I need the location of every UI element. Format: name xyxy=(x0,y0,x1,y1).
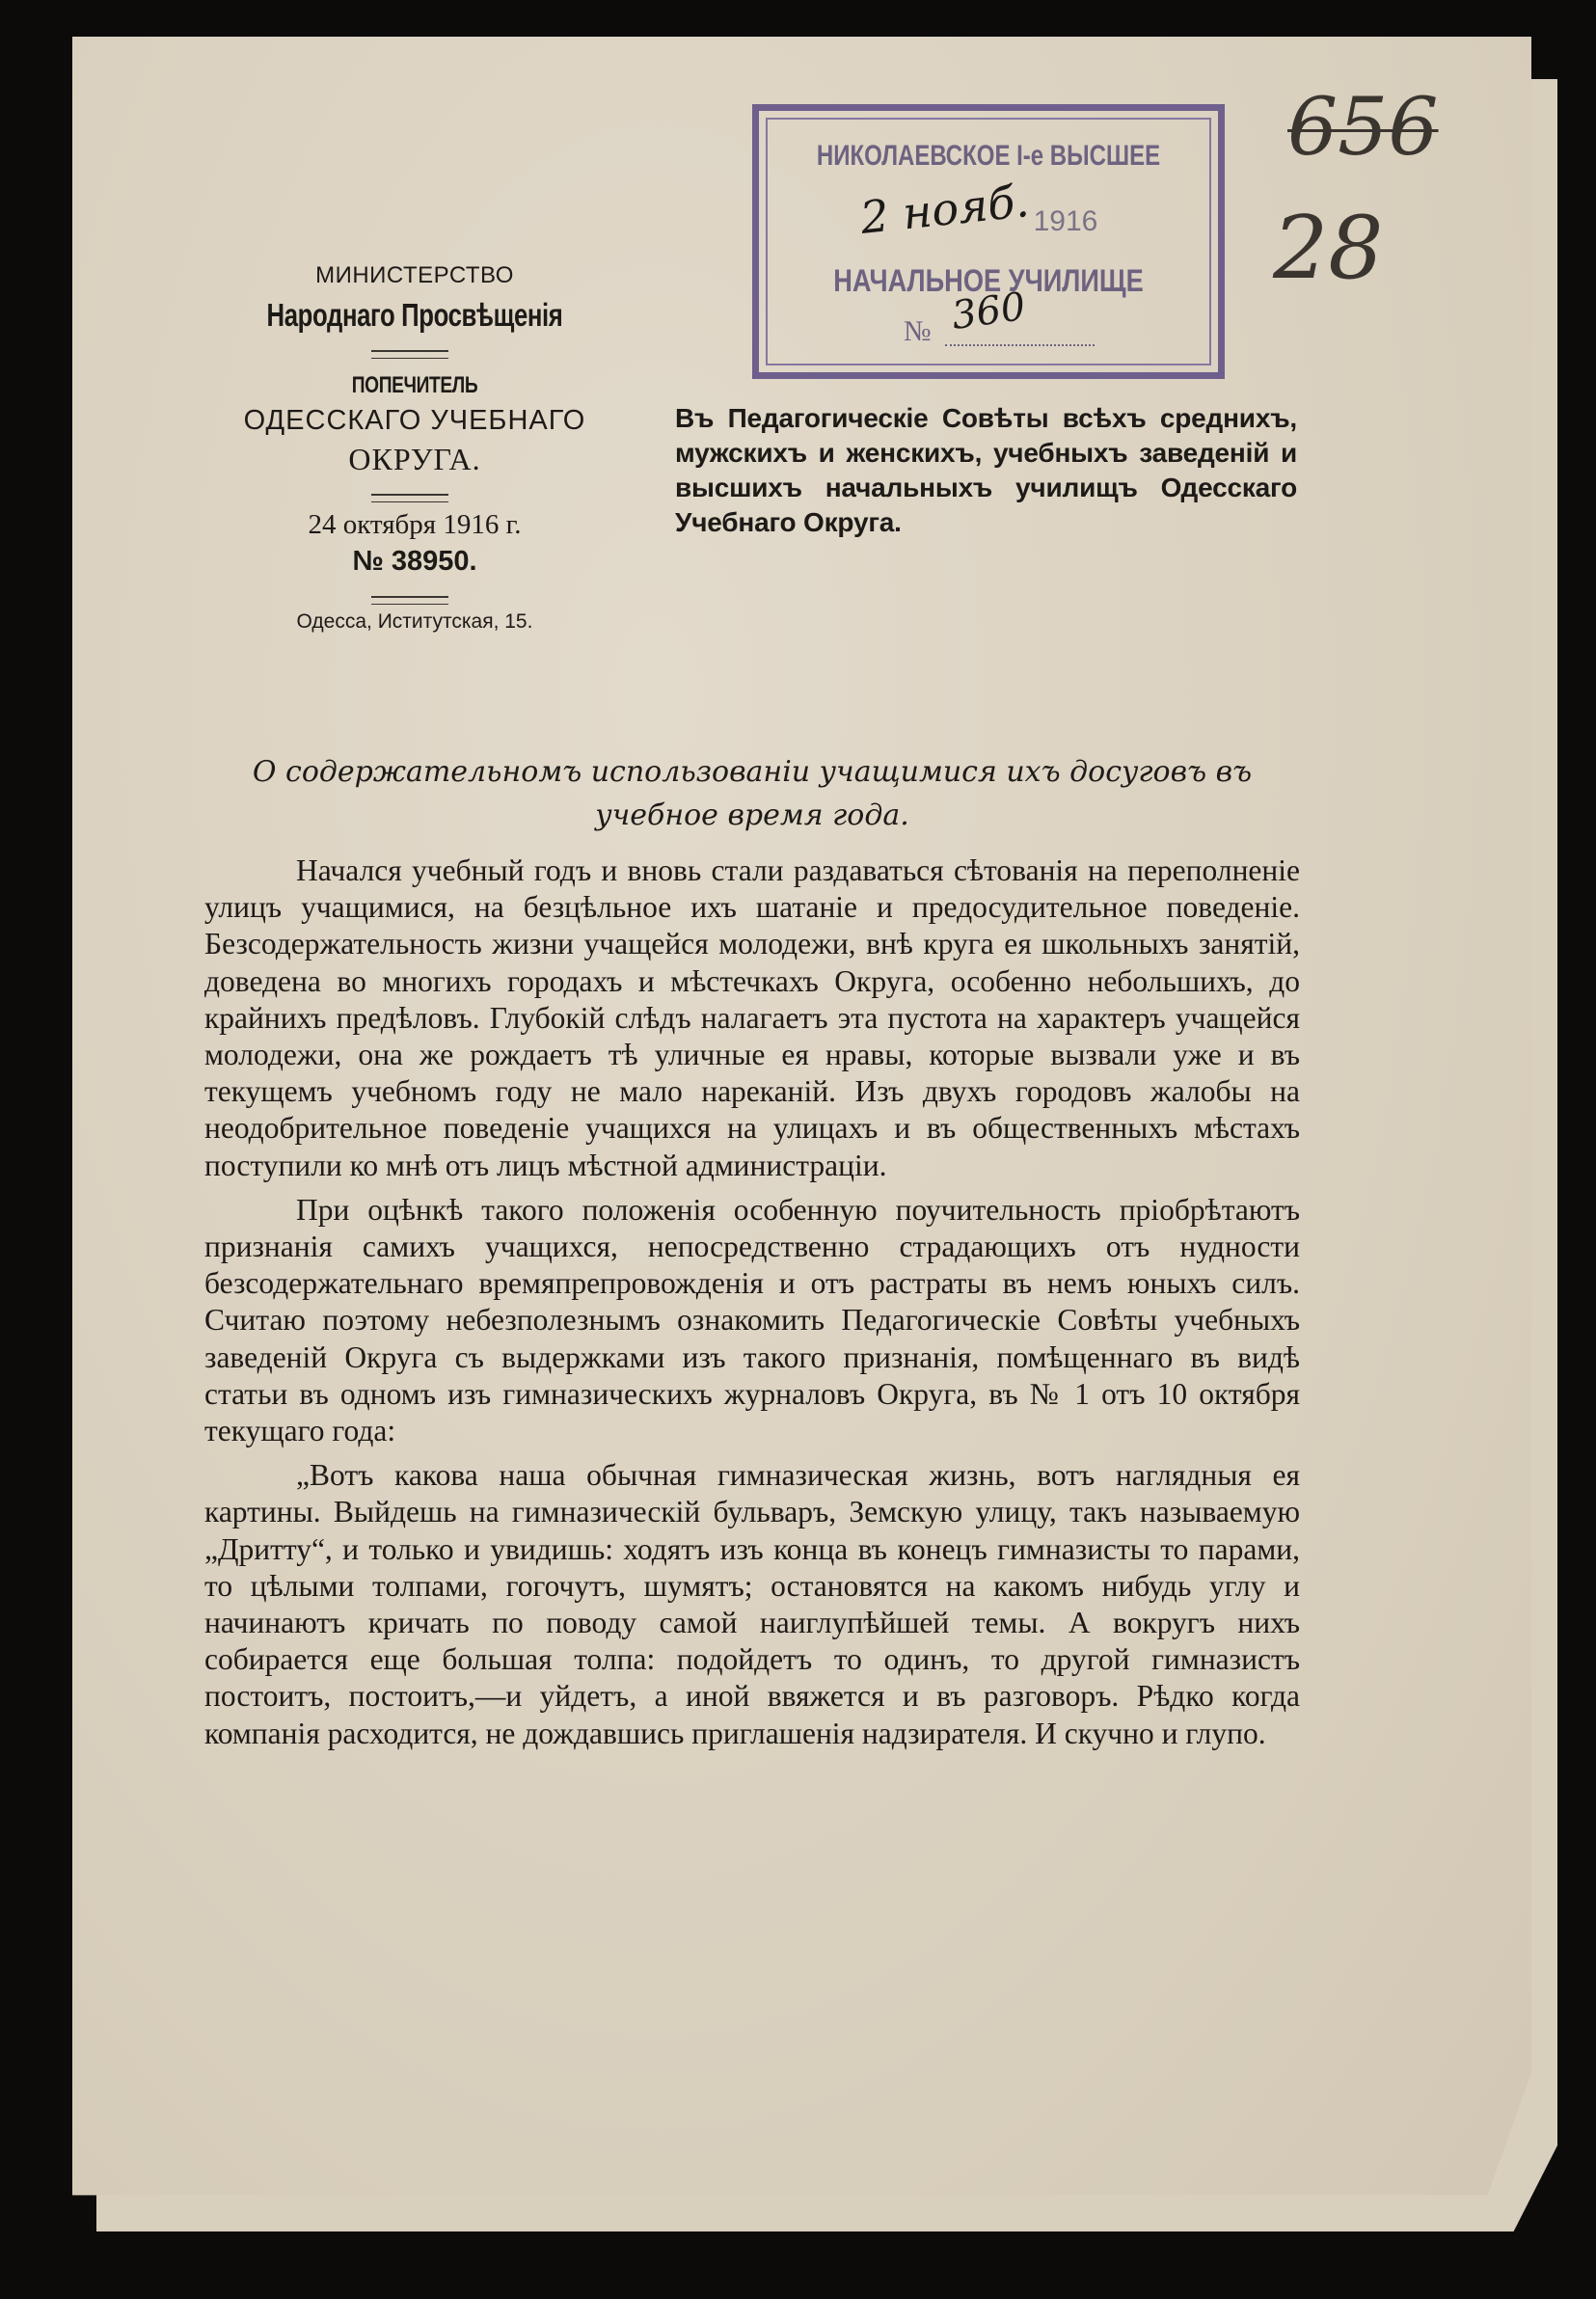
office-line3: ОКРУГА. xyxy=(348,442,481,476)
addressee: Въ Педагогическіе Совѣты всѣхъ среднихъ, мужскихъ и женскихъ, учебныхъ заведеній и высшихъ начальныхъ училищъ Одесскаго Учебнаго Округа. xyxy=(675,403,1297,537)
paragraph: „Вотъ какова наша обычная гимназическая жизнь, вотъ наглядныя ея картины. Выйдешь на гимназическій бульваръ, Земскую улицу, такъ называемую „Дритту“, и только и увидишь: ходятъ изъ конца въ конецъ гимназисты то парами, то цѣлыми толпами, гогочутъ, шумятъ; остановятся на какомъ нибудь углу и начинаютъ кричать по поводу самой наиглупѣйшей темы. А вокругъ нихъ собирается еще большая толпа: подойдетъ то одинъ, то другой гимназистъ постоитъ, постоитъ,—и уйдетъ, а иной ввяжется и въ разговоръ. Рѣдко когда компанія расходится, не дождавшись приглашенія надзирателя. И скучно и глупо. xyxy=(204,1458,1300,1750)
divider xyxy=(371,350,448,359)
document-number: № 38950. xyxy=(352,546,477,577)
stamp-line3: НАЧАЛЬНОЕ УЧИЛИЩЕ xyxy=(833,263,1144,298)
divider xyxy=(371,494,448,502)
document-title: О содержательномъ использованіи учащимися ихъ досуговъ въ учебное время года. xyxy=(252,755,1253,832)
office-address: Одесса, Иститутская, 15. xyxy=(296,610,533,633)
ministry-line1: МИНИСТЕРСТВО xyxy=(315,262,514,288)
archive-note-top: 656 xyxy=(1287,82,1439,174)
document-date: 24 октября 1916 г. xyxy=(308,509,522,540)
office-line1: ПОПЕЧИТЕЛЬ xyxy=(351,372,478,398)
handwritten-date: 2 нояб. xyxy=(857,174,1032,245)
paragraph: Начался учебный годъ и вновь стали раздаваться сѣтованія на переполненіе улицъ учащимися, на безцѣльное ихъ шатаніе и предосудительное поведеніе. Безсодержательность жизни учащейся молодежи, внѣ круга ея школьныхъ занятій, доведена во многихъ городахъ и мѣстечкахъ Округа, особенно небольшихъ, до крайнихъ предѣловъ. Глубокій слѣдъ налагаетъ эта пустота на характеръ учащейся молодежи, она же рождаетъ тѣ уличные ея нравы, которые вызвали уже и въ текущемъ учебномъ году не мало нареканій. Изъ двухъ городовъ жалобы на неодобрительное поведеніе учащихся на улицахъ и въ общественныхъ мѣстахъ поступили ко мнѣ отъ лицъ мѣстной администраціи. xyxy=(204,853,1300,1182)
divider xyxy=(371,596,448,605)
ministry-line2: Народнаго Просвѣщенія xyxy=(266,297,563,333)
school-stamp xyxy=(752,104,1225,379)
document-body xyxy=(204,852,1300,1760)
stamp-line1: НИКОЛАЕВСКОЕ І-е ВЫСШЕЕ xyxy=(816,140,1161,172)
stamp-number-label: № xyxy=(904,315,932,347)
stamp-year: 1916 xyxy=(1033,205,1098,237)
office-line2: ОДЕССКАГО УЧЕБНАГО xyxy=(243,405,586,436)
paragraph: При оцѣнкѣ такого положенія особенную поучительность пріобрѣтаютъ признанія самихъ учащихся, непосредственно страдающихъ отъ нудности безсодержательнаго времяпрепровожденія и отъ растраты въ немъ юныхъ силъ. Считаю поэтому небезполезнымъ ознакомить Педагогическіе Совѣты учебныхъ заведеній Округа съ выдержками изъ такого признанія, помѣщеннаго въ видѣ статьи въ одномъ изъ гимназическихъ журналовъ Округа, въ № 1 отъ 10 октября текущаго года: xyxy=(204,1192,1300,1448)
stamp-number-line xyxy=(945,344,1095,346)
archive-note-bottom: 28 xyxy=(1273,198,1384,299)
handwritten-number: 360 xyxy=(949,284,1029,339)
